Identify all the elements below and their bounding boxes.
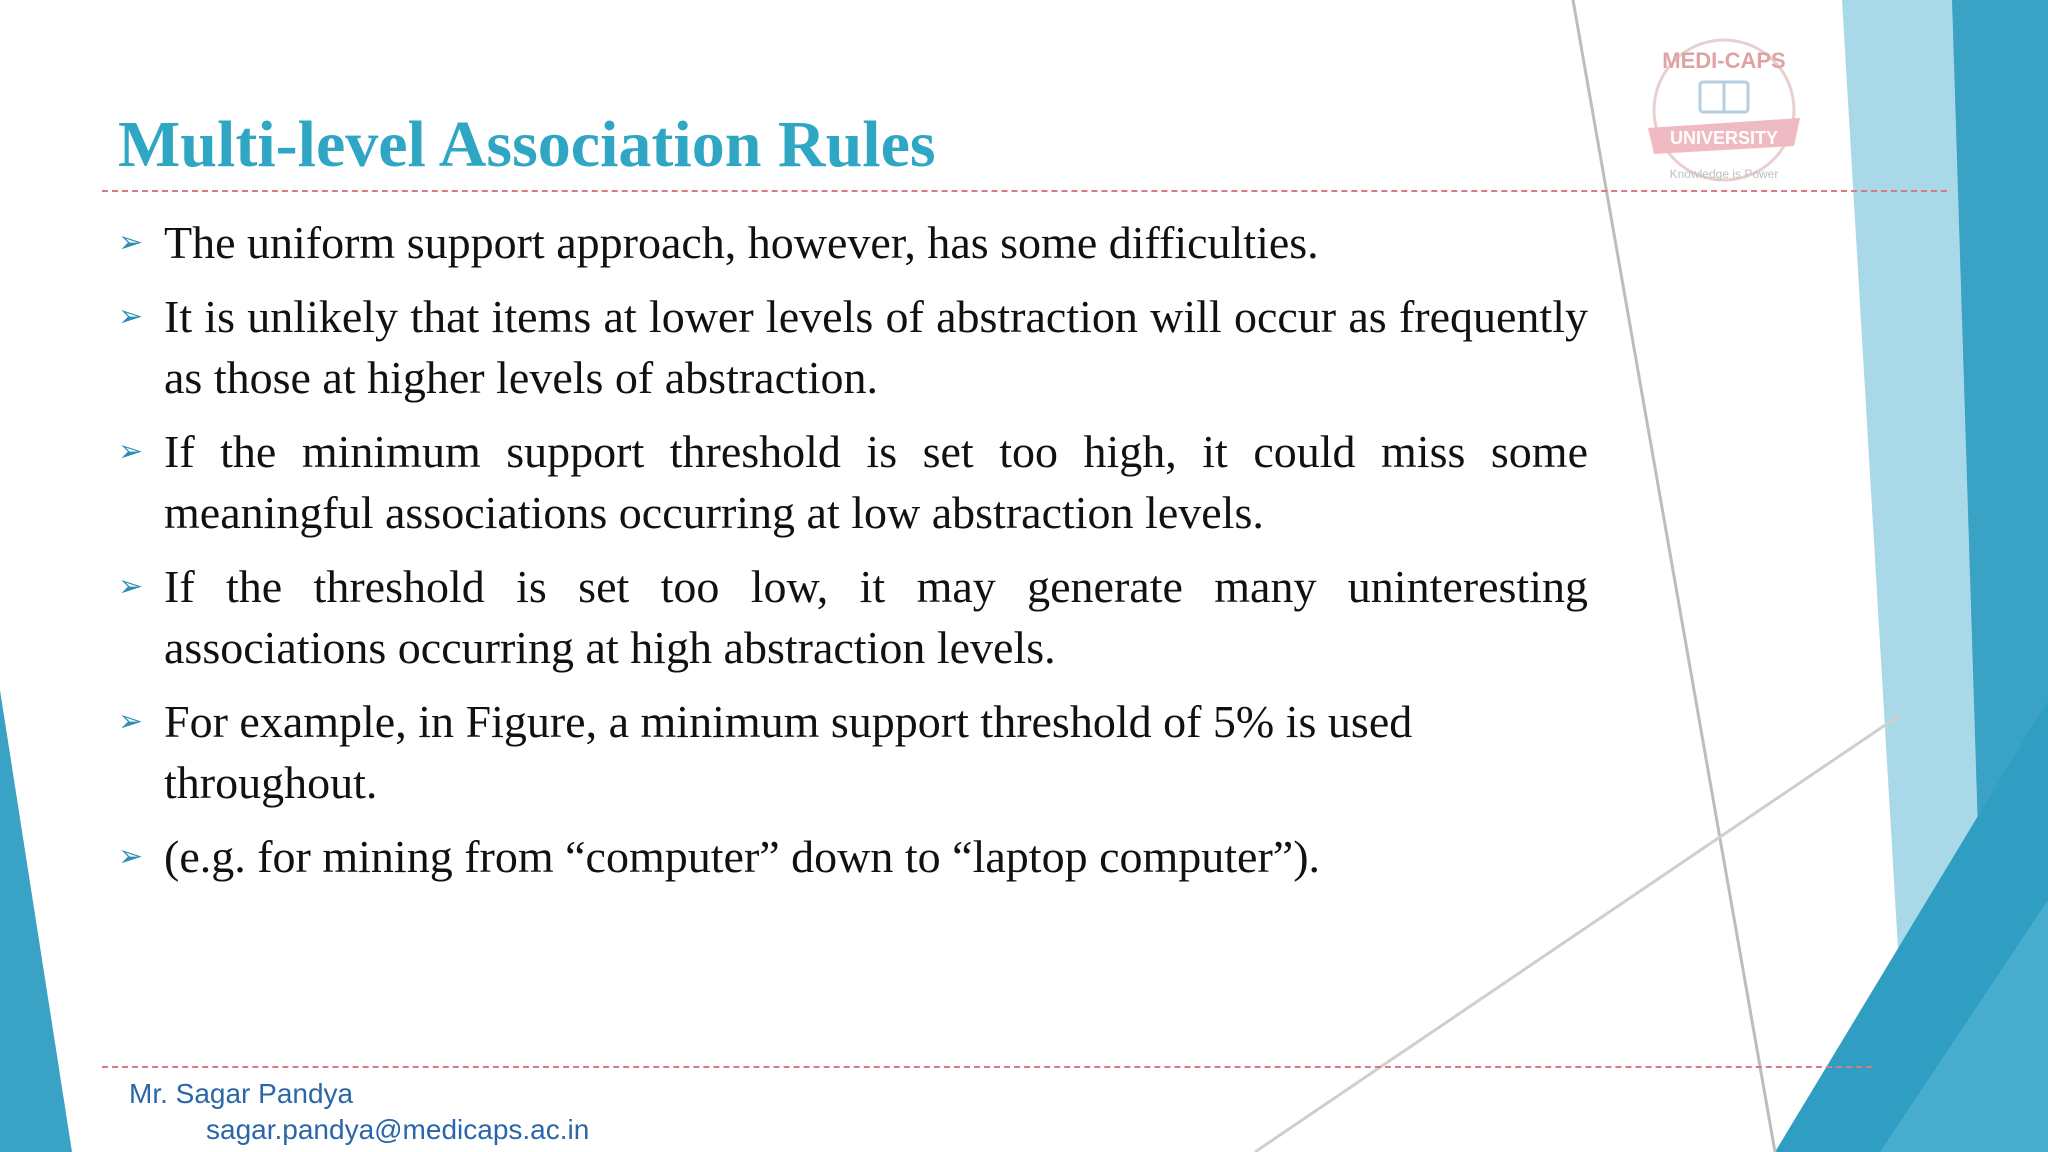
bullet-text: It is unlikely that items at lower levels of abstraction will occur as frequently as those at higher levels of abstraction.	[164, 291, 1588, 403]
left-bottom-sliver	[0, 690, 72, 1152]
bullet-item	[118, 212, 1588, 273]
bullet-text: The uniform support approach, however, has some difficulties.	[164, 217, 1319, 268]
arrow-right-icon: ➢	[118, 705, 144, 738]
bullet-text: If the threshold is set too low, it may generate many uninteresting associations occurring at high abstraction levels.	[164, 561, 1588, 673]
bullet-item	[118, 826, 1588, 887]
arrow-right-icon: ➢	[118, 435, 144, 468]
footer-divider	[102, 1066, 1872, 1068]
university-logo	[1618, 30, 1830, 192]
bullet-item	[118, 286, 1588, 408]
bullet-item	[118, 691, 1588, 813]
arrow-right-icon: ➢	[118, 570, 144, 603]
bullet-item	[118, 421, 1588, 543]
bullet-text: For example, in Figure, a minimum support threshold of 5% is used throughout.	[164, 696, 1413, 808]
slide-title: Multi-level Association Rules	[118, 108, 936, 181]
arrow-right-icon: ➢	[118, 840, 144, 873]
logo-tagline: Knowledge is Power	[1669, 167, 1779, 181]
bullet-text: (e.g. for mining from “computer” down to “laptop computer”).	[164, 831, 1321, 882]
bullet-text: If the minimum support threshold is set too high, it could miss some meaningful associations occurring at low abstraction levels.	[164, 426, 1588, 538]
bullet-list	[118, 212, 1588, 900]
arrow-right-icon: ➢	[118, 300, 144, 333]
bullet-item	[118, 556, 1588, 678]
footer-email: sagar.pandya@medicaps.ac.in	[206, 1114, 590, 1145]
footer-author: Mr. Sagar Pandya	[129, 1078, 354, 1109]
logo-ribbon-text: UNIVERSITY	[1669, 128, 1779, 148]
arrow-right-icon: ➢	[118, 226, 144, 259]
title-divider	[102, 190, 1947, 192]
logo-wordmark: MEDI-CAPS	[1662, 48, 1786, 73]
